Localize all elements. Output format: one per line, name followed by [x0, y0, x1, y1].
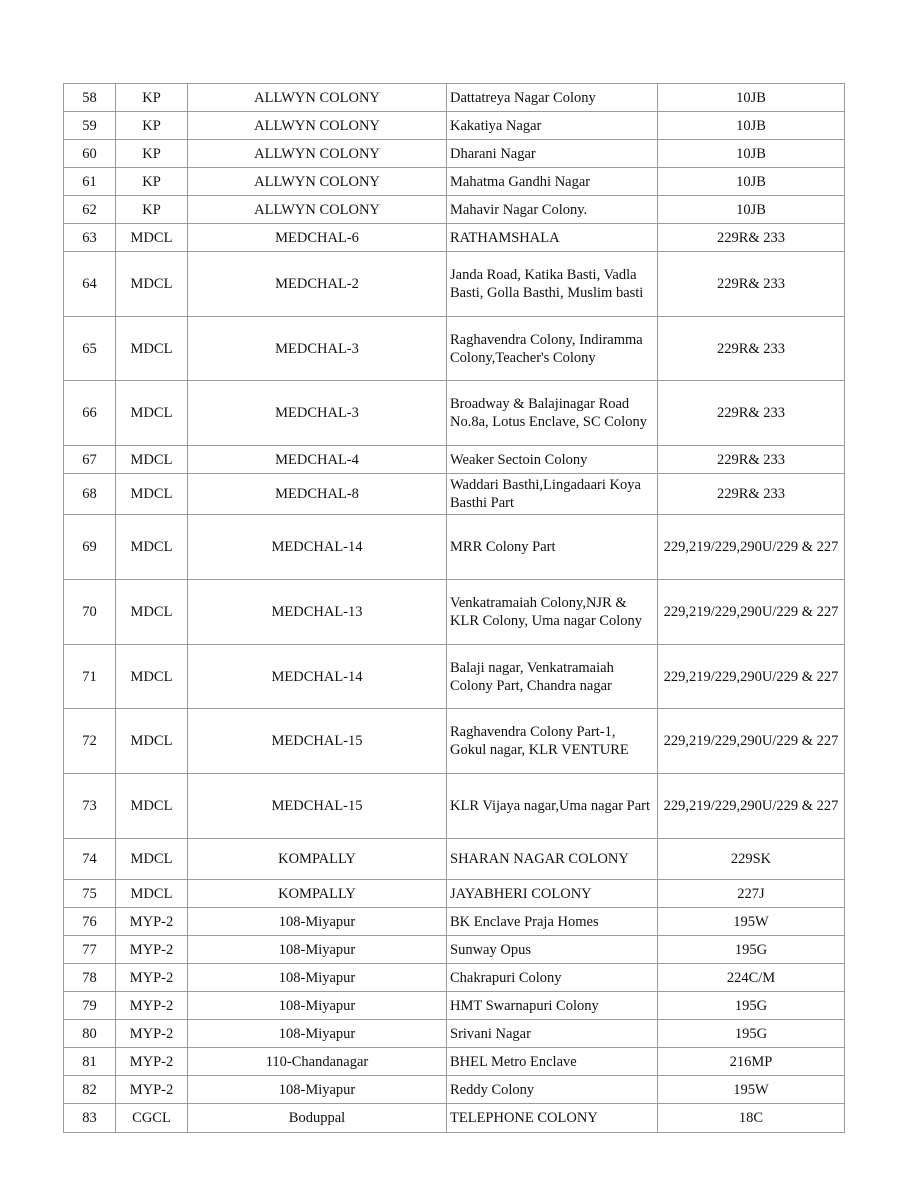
table-row — [64, 317, 845, 381]
colony-cell: Broadway & Balajinagar Road No.8a, Lotus Enclave, SC Colony — [447, 381, 658, 446]
serial-cell: 76 — [64, 908, 116, 936]
serial-cell: 74 — [64, 839, 116, 880]
depot-code-cell: MYP-2 — [116, 1048, 188, 1076]
colony-cell: Raghavendra Colony Part-1, Gokul nagar, KLR VENTURE — [447, 709, 658, 774]
colony-cell: Balaji nagar, Venkatramaiah Colony Part, Chandra nagar — [447, 645, 658, 709]
section-cell: MEDCHAL-14 — [188, 515, 447, 580]
section-cell: 108-Miyapur — [188, 964, 447, 992]
table-row — [64, 140, 845, 168]
table-row — [64, 515, 845, 580]
depot-code-cell: MYP-2 — [116, 908, 188, 936]
depot-code-cell: CGCL — [116, 1104, 188, 1133]
serial-cell: 64 — [64, 252, 116, 317]
colony-cell: SHARAN NAGAR COLONY — [447, 839, 658, 880]
colony-cell: JAYABHERI COLONY — [447, 880, 658, 908]
serial-cell: 66 — [64, 381, 116, 446]
colony-route-table — [63, 83, 845, 1133]
route-number-cell: 229R& 233 — [658, 474, 845, 515]
depot-code-cell: MDCL — [116, 515, 188, 580]
section-cell: MEDCHAL-15 — [188, 709, 447, 774]
colony-cell: Chakrapuri Colony — [447, 964, 658, 992]
route-number-cell: 18C — [658, 1104, 845, 1133]
serial-cell: 69 — [64, 515, 116, 580]
colony-cell: RATHAMSHALA — [447, 224, 658, 252]
colony-cell: Dattatreya Nagar Colony — [447, 84, 658, 112]
serial-cell: 61 — [64, 168, 116, 196]
serial-cell: 65 — [64, 317, 116, 381]
depot-code-cell: KP — [116, 168, 188, 196]
route-number-cell: 195G — [658, 936, 845, 964]
section-cell: ALLWYN COLONY — [188, 196, 447, 224]
depot-code-cell: KP — [116, 140, 188, 168]
table-row — [64, 992, 845, 1020]
depot-code-cell: MDCL — [116, 580, 188, 645]
route-number-cell: 195G — [658, 1020, 845, 1048]
depot-code-cell: MDCL — [116, 446, 188, 474]
section-cell: Boduppal — [188, 1104, 447, 1133]
depot-code-cell: MYP-2 — [116, 992, 188, 1020]
section-cell: ALLWYN COLONY — [188, 140, 447, 168]
table-row — [64, 84, 845, 112]
route-number-cell: 224C/M — [658, 964, 845, 992]
serial-cell: 82 — [64, 1076, 116, 1104]
colony-cell: TELEPHONE COLONY — [447, 1104, 658, 1133]
route-number-cell: 229,219/229,290U/229 & 227 — [658, 774, 845, 839]
table-row — [64, 645, 845, 709]
serial-cell: 68 — [64, 474, 116, 515]
table-body — [64, 84, 845, 1133]
serial-cell: 70 — [64, 580, 116, 645]
serial-cell: 72 — [64, 709, 116, 774]
serial-cell: 75 — [64, 880, 116, 908]
section-cell: MEDCHAL-14 — [188, 645, 447, 709]
serial-cell: 81 — [64, 1048, 116, 1076]
depot-code-cell: MDCL — [116, 224, 188, 252]
section-cell: ALLWYN COLONY — [188, 168, 447, 196]
colony-cell: Srivani Nagar — [447, 1020, 658, 1048]
route-number-cell: 195W — [658, 1076, 845, 1104]
section-cell: MEDCHAL-13 — [188, 580, 447, 645]
section-cell: 108-Miyapur — [188, 908, 447, 936]
colony-cell: Weaker Sectoin Colony — [447, 446, 658, 474]
table-row — [64, 474, 845, 515]
depot-code-cell: MDCL — [116, 474, 188, 515]
section-cell: MEDCHAL-3 — [188, 381, 447, 446]
table-row — [64, 1020, 845, 1048]
table-row — [64, 774, 845, 839]
section-cell: ALLWYN COLONY — [188, 84, 447, 112]
section-cell: MEDCHAL-3 — [188, 317, 447, 381]
route-number-cell: 229,219/229,290U/229 & 227 — [658, 709, 845, 774]
depot-code-cell: MDCL — [116, 645, 188, 709]
route-number-cell: 229R& 233 — [658, 252, 845, 317]
route-number-cell: 227J — [658, 880, 845, 908]
table-row — [64, 381, 845, 446]
colony-cell: Kakatiya Nagar — [447, 112, 658, 140]
table-row — [64, 252, 845, 317]
route-number-cell: 10JB — [658, 112, 845, 140]
route-number-cell: 10JB — [658, 140, 845, 168]
depot-code-cell: MDCL — [116, 774, 188, 839]
route-number-cell: 229SK — [658, 839, 845, 880]
route-number-cell: 229R& 233 — [658, 224, 845, 252]
serial-cell: 83 — [64, 1104, 116, 1133]
depot-code-cell: MYP-2 — [116, 964, 188, 992]
table-row — [64, 908, 845, 936]
table-row — [64, 168, 845, 196]
serial-cell: 80 — [64, 1020, 116, 1048]
route-number-cell: 195W — [658, 908, 845, 936]
route-number-cell: 229,219/229,290U/229 & 227 — [658, 645, 845, 709]
table-row — [64, 112, 845, 140]
table-row — [64, 709, 845, 774]
table-row — [64, 1076, 845, 1104]
depot-code-cell: KP — [116, 196, 188, 224]
colony-cell: Mahavir Nagar Colony. — [447, 196, 658, 224]
depot-code-cell: MDCL — [116, 839, 188, 880]
route-number-cell: 216MP — [658, 1048, 845, 1076]
table-row — [64, 446, 845, 474]
serial-cell: 67 — [64, 446, 116, 474]
colony-cell: Sunway Opus — [447, 936, 658, 964]
colony-cell: Raghavendra Colony, Indiramma Colony,Teacher's Colony — [447, 317, 658, 381]
section-cell: MEDCHAL-2 — [188, 252, 447, 317]
section-cell: MEDCHAL-6 — [188, 224, 447, 252]
serial-cell: 60 — [64, 140, 116, 168]
serial-cell: 58 — [64, 84, 116, 112]
table-row — [64, 580, 845, 645]
depot-code-cell: MYP-2 — [116, 1020, 188, 1048]
colony-cell: KLR Vijaya nagar,Uma nagar Part — [447, 774, 658, 839]
depot-code-cell: MDCL — [116, 880, 188, 908]
serial-cell: 78 — [64, 964, 116, 992]
route-number-cell: 229R& 233 — [658, 446, 845, 474]
serial-cell: 63 — [64, 224, 116, 252]
route-number-cell: 10JB — [658, 196, 845, 224]
depot-code-cell: MDCL — [116, 381, 188, 446]
table-row — [64, 1048, 845, 1076]
section-cell: KOMPALLY — [188, 880, 447, 908]
depot-code-cell: MDCL — [116, 252, 188, 317]
section-cell: 108-Miyapur — [188, 1076, 447, 1104]
section-cell: KOMPALLY — [188, 839, 447, 880]
depot-code-cell: MDCL — [116, 317, 188, 381]
colony-cell: Reddy Colony — [447, 1076, 658, 1104]
route-number-cell: 195G — [658, 992, 845, 1020]
route-number-cell: 10JB — [658, 168, 845, 196]
colony-cell: MRR Colony Part — [447, 515, 658, 580]
table-row — [64, 1104, 845, 1133]
depot-code-cell: MYP-2 — [116, 936, 188, 964]
serial-cell: 71 — [64, 645, 116, 709]
table-row — [64, 196, 845, 224]
section-cell: MEDCHAL-8 — [188, 474, 447, 515]
route-number-cell: 229R& 233 — [658, 381, 845, 446]
section-cell: ALLWYN COLONY — [188, 112, 447, 140]
section-cell: 108-Miyapur — [188, 992, 447, 1020]
serial-cell: 77 — [64, 936, 116, 964]
colony-cell: Waddari Basthi,Lingadaari Koya Basthi Part — [447, 474, 658, 515]
colony-cell: BHEL Metro Enclave — [447, 1048, 658, 1076]
colony-cell: BK Enclave Praja Homes — [447, 908, 658, 936]
serial-cell: 79 — [64, 992, 116, 1020]
serial-cell: 73 — [64, 774, 116, 839]
colony-cell: Dharani Nagar — [447, 140, 658, 168]
route-number-cell: 229,219/229,290U/229 & 227 — [658, 515, 845, 580]
section-cell: 108-Miyapur — [188, 936, 447, 964]
section-cell: 108-Miyapur — [188, 1020, 447, 1048]
section-cell: MEDCHAL-15 — [188, 774, 447, 839]
table-row — [64, 224, 845, 252]
table-row — [64, 839, 845, 880]
route-number-cell: 229,219/229,290U/229 & 227 — [658, 580, 845, 645]
depot-code-cell: MDCL — [116, 709, 188, 774]
section-cell: 110-Chandanagar — [188, 1048, 447, 1076]
route-number-cell: 10JB — [658, 84, 845, 112]
colony-cell: Mahatma Gandhi Nagar — [447, 168, 658, 196]
table-row — [64, 936, 845, 964]
depot-code-cell: KP — [116, 112, 188, 140]
section-cell: MEDCHAL-4 — [188, 446, 447, 474]
route-number-cell: 229R& 233 — [658, 317, 845, 381]
depot-code-cell: MYP-2 — [116, 1076, 188, 1104]
serial-cell: 59 — [64, 112, 116, 140]
table-row — [64, 964, 845, 992]
depot-code-cell: KP — [116, 84, 188, 112]
serial-cell: 62 — [64, 196, 116, 224]
colony-cell: Janda Road, Katika Basti, Vadla Basti, Golla Basthi, Muslim basti — [447, 252, 658, 317]
colony-cell: HMT Swarnapuri Colony — [447, 992, 658, 1020]
table-row — [64, 880, 845, 908]
colony-cell: Venkatramaiah Colony,NJR & KLR Colony, Uma nagar Colony — [447, 580, 658, 645]
